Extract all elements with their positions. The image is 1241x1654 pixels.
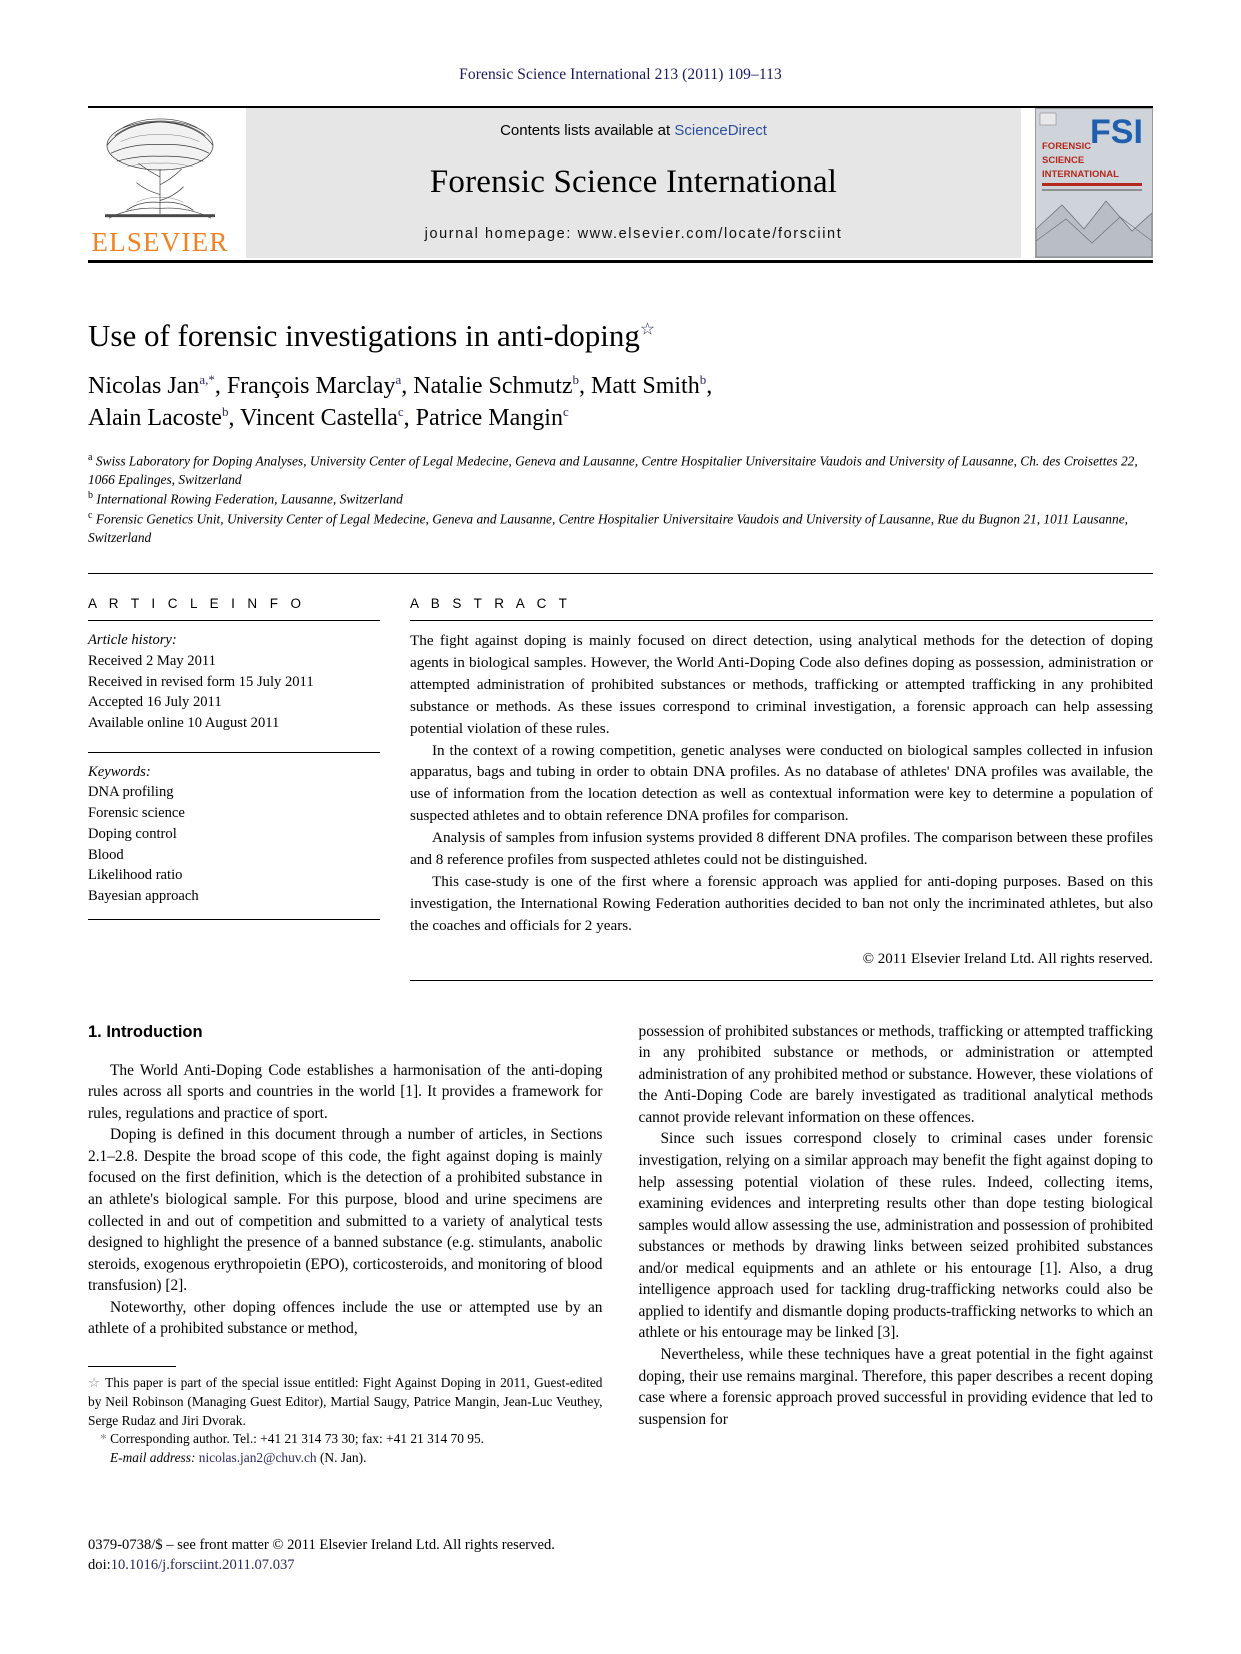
author-affil-marker: a,* [199, 372, 215, 388]
masthead-center-panel [246, 108, 1021, 258]
author-affil-marker: c [562, 403, 569, 419]
affiliation-item [88, 509, 1153, 548]
body-paragraph: Doping is defined in this document through a number of articles, in Sections 2.1–2.8. Despite the broad scope of this code, the fight against doping is mainly focused on the first definition, which is the detection of a prohibited substance in an athlete's biological sample. For this purpose, blood and urine specimens are collected in and out of competition and submitted to a variety of analytical tests designed to highlight the presence of a banned substance (e.g. stimulants, anabolic steroids, exogenous erythropoietin (EPO), corticosteroids, and monitoring of blood transfusion) [2]. [88, 1126, 603, 1295]
author-name: Alain Lacoste [88, 404, 222, 431]
article-info-heading: A R T I C L E I N F O [88, 596, 306, 612]
issn-line: 0379-0738/$ – see front matter © 2011 Elsevier Ireland Ltd. All rights reserved. [88, 1536, 555, 1553]
keywords-label: Keywords: [88, 763, 151, 780]
body-columns [88, 1021, 1153, 1468]
keyword-item: Likelihood ratio [88, 867, 183, 884]
affiliation-item [88, 489, 1153, 509]
journal-homepage[interactable]: journal homepage: www.elsevier.com/locate/forsciint [424, 226, 843, 242]
paper-title-text: Use of forensic investigations in anti-doping [88, 318, 640, 353]
history-item: Received in revised form 15 July 2011 [88, 673, 314, 690]
abstract-paragraph: The fight against doping is mainly focused on direct detection, using analytical methods for the detection of doping agents in biological samples. However, the World Anti-Doping Code also defines doping as possession, administration or attempted administration of prohibited substances or methods, trafficking or attempted trafficking in any prohibited substance or methods. As these issues correspond to criminal investigation, a forensic approach can help assessing potential violation of these rules. [410, 632, 1153, 737]
abstract-paragraph: This case-study is one of the first where a forensic approach was applied for anti-doping purposes. Based on this investigation, the International Rowing Federation authorities decided to ban not only the incriminated athletes, but also the coaches and officials for 2 years. [410, 872, 1153, 934]
author-affil-marker: a [395, 372, 402, 388]
footnote-block [88, 1366, 603, 1468]
history-item: Available online 10 August 2011 [88, 714, 280, 731]
abstract-rule [410, 620, 1153, 621]
body-paragraph: Noteworthy, other doping offences include the use or attempted use by an athlete of a prohibited substance or method, [88, 1298, 603, 1338]
keyword-item: Doping control [88, 825, 177, 842]
author [240, 405, 404, 431]
footnote-text: This paper is part of the special issue entitled: Fight Against Doping in 2011, Guest-edited by Neil Robinson (Managing Guest Editor), Martial Saugy, Patrice Mangin, Jean-Luc Veuthey, Serge Rudaz and Jiri Dvorak. [88, 1374, 603, 1428]
imprint-block [88, 1535, 648, 1576]
author-name: Nicolas Jan [88, 373, 200, 400]
email-link[interactable]: nicolas.jan2@chuv.ch [198, 1450, 317, 1466]
body-paragraph: Since such issues correspond closely to criminal cases under forensic investigation, relying on a similar approach may benefit the fight against doping to help assessing potential violation of these rules. Indeed, collecting items, examining evidences and interpreting results other than dope testing biological samples would allow assessing the use, administration and possession of prohibited substances or methods by drawing links between seized prohibited substances and/or medical equipments and an athlete or his entourage [1]. Also, a drug intelligence approach used for tackling drug-trafficking networks could also be applied to identify and dismantle doping products-trafficking networks to which an athlete or his entourage may be linked [3]. [638, 1130, 1153, 1342]
svg-text:FORENSIC: FORENSIC [1042, 141, 1092, 152]
author-affil-marker: c [397, 403, 404, 419]
abstract-heading: A B S T R A C T [410, 596, 572, 612]
page-title [88, 317, 1153, 354]
affiliation-item [88, 451, 1153, 490]
info-section-top-rule [88, 573, 1153, 574]
contents-available-line [500, 122, 767, 139]
info-abstract-region [88, 596, 1153, 980]
doi-line [88, 1555, 648, 1576]
keyword-item: DNA profiling [88, 784, 174, 801]
article-history-label: Article history: [88, 632, 177, 649]
journal-cover-thumbnail [1035, 108, 1153, 258]
footnote-special-issue [88, 1374, 603, 1430]
body-paragraph: possession of prohibited substances or methods, trafficking or attempted trafficking in any prohibited substance or methods, or administration or attempted administration of any prohibited method or substance. However, these violations of the Anti-Doping Code are barely investigated as traditional analytical methods cannot provide relevant information on these offences. [638, 1022, 1153, 1126]
journal-masthead [88, 108, 1153, 258]
keywords-block [88, 762, 380, 907]
affiliation-text: Swiss Laboratory for Doping Analyses, University Center of Legal Medecine, Geneva and Lausanne, Centre Hospitalier Universitaire Vaudois and University of Lausanne, Ch. des Croisettes 22, 1066 Epalinges, Switzerland [88, 453, 1138, 488]
author-name: Patrice Mangin [415, 404, 563, 431]
running-head: Forensic Science International 213 (2011) 109–113 [459, 66, 782, 83]
author-list: Nicolas Jan$^{a,*}$, François Marclay$^a$, Natalie Schmutz$^b$, Matt Smith$^b$, Alain Lacoste$^b$, Vincent Castella$^c$, Patrice Mangin$^c$ [88, 372, 713, 431]
author-name: Vincent Castella [240, 404, 398, 431]
article-info-column [88, 596, 380, 980]
body-paragraph: The World Anti-Doping Code establishes a harmonisation of the anti-doping rules across all sports and countries in the world [1]. It provides a framework for rules, regulations and practice of sport. [88, 1061, 603, 1122]
section-heading-introduction: 1. Introduction [88, 1022, 203, 1041]
keyword-item: Blood [88, 846, 124, 863]
body-paragraph: Nevertheless, while these techniques have a great potential in the fight against doping, their use remains marginal. Therefore, this paper describes a recent doping case where a forensic approach proved successful in providing evidence that led to suspension for [638, 1346, 1153, 1428]
doi-link[interactable]: 10.1016/j.forsciint.2011.07.037 [110, 1557, 295, 1574]
body-column-right [639, 1021, 1154, 1468]
article-history-block [88, 630, 380, 734]
author-affil-marker: b [572, 372, 580, 388]
abstract-body [410, 630, 1153, 936]
contents-prefix: Contents lists available at [500, 122, 675, 139]
svg-text:SCIENCE: SCIENCE [1042, 155, 1085, 166]
keyword-item: Bayesian approach [88, 888, 199, 904]
author-affil-marker: b [699, 372, 707, 388]
author [88, 373, 215, 399]
footnote-star-icon: ☆ [88, 1374, 102, 1390]
email-label: E-mail address: [110, 1450, 196, 1466]
affiliation-list [88, 451, 1153, 548]
article-info-bottom-rule [88, 919, 380, 920]
abstract-paragraph: Analysis of samples from infusion systems provided 8 different DNA profiles. The comparison between these profiles and 8 reference profiles from suspected athletes could not be distinguished. [410, 829, 1153, 868]
author [416, 405, 569, 431]
abstract-bottom-rule [410, 980, 1153, 981]
doi-label: doi: [88, 1557, 111, 1574]
footnote-email [88, 1449, 603, 1468]
author-name: Matt Smith [591, 373, 700, 400]
email-suffix: (N. Jan). [319, 1450, 367, 1466]
author-name: Natalie Schmutz [413, 373, 573, 400]
abstract-paragraph: In the context of a rowing competition, genetic analyses were conducted on biological samples collected in infusion apparatus, bags and tubing in order to obtain DNA profiles. As no database of athletes' DNA profiles was available, the use of information from the location detection as well as contextual information were key to determine a population of suspected athletes and to obtain reference DNA profiles for comparison. [410, 741, 1153, 825]
history-item: Accepted 16 July 2011 [88, 694, 222, 711]
author [88, 405, 228, 431]
body-column-left [88, 1021, 603, 1468]
keyword-item: Forensic science [88, 805, 185, 822]
abstract-copyright: © 2011 Elsevier Ireland Ltd. All rights reserved. [862, 950, 1153, 967]
footnote-rule [88, 1366, 176, 1367]
footnote-text: Corresponding author. Tel.: +41 21 314 73 30; fax: +41 21 314 70 95. [110, 1431, 485, 1447]
journal-title: Forensic Science International [429, 164, 838, 200]
author [591, 373, 706, 399]
svg-text:INTERNATIONAL: INTERNATIONAL [1042, 169, 1119, 180]
affiliation-marker: c [88, 509, 93, 521]
article-info-rule [88, 620, 380, 621]
footnote-asterisk-icon: * [100, 1431, 107, 1447]
masthead-bottom-rule [88, 260, 1153, 263]
author [227, 373, 401, 399]
author-affil-marker: b [221, 403, 229, 419]
title-footnote-marker: ☆ [639, 319, 656, 339]
history-item: Received 2 May 2011 [88, 652, 216, 669]
affiliation-text: Forensic Genetics Unit, University Center of Legal Medecine, Geneva and Lausanne, Centre Hospitalier Universitaire Vaudois and University of Lausanne, Rue du Bugnon 21, 1011 Lausanne, Switzerland [88, 511, 1128, 546]
author [413, 373, 579, 399]
sciencedirect-link[interactable]: ScienceDirect [674, 122, 767, 139]
svg-text:FSI: FSI [1090, 113, 1143, 151]
elsevier-wordmark: ELSEVIER [91, 227, 229, 257]
cover-art-icon [1036, 109, 1152, 257]
elsevier-logo [88, 108, 232, 258]
affiliation-marker: b [88, 490, 93, 502]
footnote-corresponding [88, 1430, 603, 1449]
keywords-rule [88, 752, 380, 753]
elsevier-tree-icon [96, 116, 224, 226]
author-name: François Marclay [226, 373, 396, 400]
affiliation-marker: a [88, 451, 93, 463]
abstract-column [410, 596, 1153, 980]
affiliation-text: International Rowing Federation, Lausanne, Switzerland [96, 491, 403, 507]
